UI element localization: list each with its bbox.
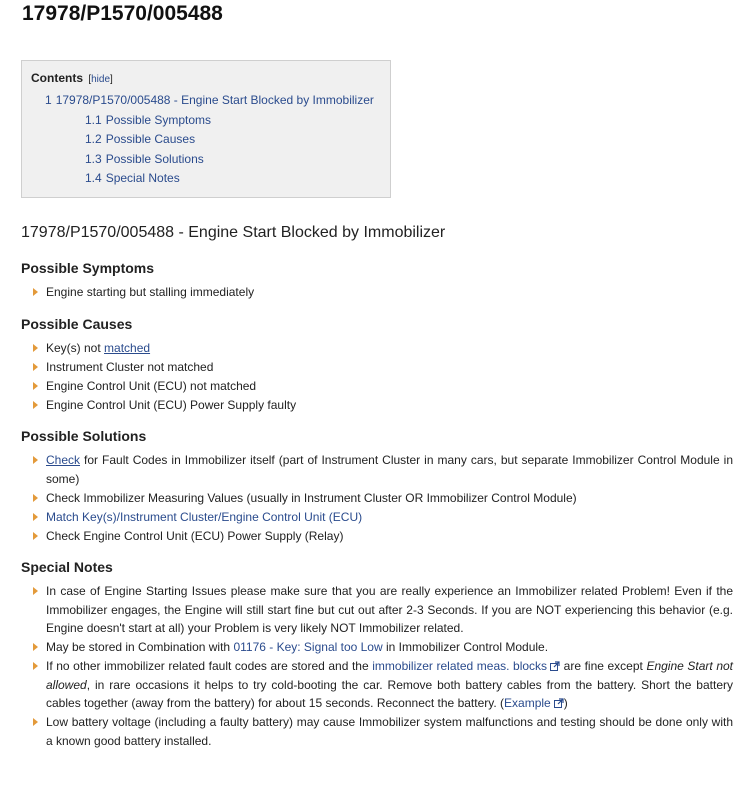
list-item: Check Engine Control Unit (ECU) Power Supply (Relay) [46,527,733,546]
list-item: Check Immobilizer Measuring Values (usually in Instrument Cluster OR Immobilizer Control Module) [46,489,733,508]
toc-entry [31,91,381,111]
external-link-icon [550,661,560,671]
toc-link-special-notes[interactable]: 1.4 Special Notes [85,171,180,186]
list-item: Instrument Cluster not matched [46,358,733,377]
list-item: May be stored in Combination with 01176 - Key: Signal too Low in Immobilizer Control Module. [46,638,733,657]
list-item: Low battery voltage (including a faulty battery) may cause Immobilizer system malfunctions and testing should be done only with a known good battery installed. [46,713,733,750]
list-item: Engine Control Unit (ECU) Power Supply faulty [46,396,733,415]
toc-entry [31,111,381,131]
solutions-heading: Possible Solutions [21,428,147,444]
toc-link-section-1[interactable]: 1 17978/P1570/005488 - Engine Start Blocked by Immobilizer [45,93,374,107]
list-item: Engine Control Unit (ECU) not matched [46,377,733,396]
toc-link-possible-symptoms[interactable]: 1.1 Possible Symptoms [85,112,212,127]
toc-link-possible-solutions[interactable]: 1.3 Possible Solutions [85,151,204,166]
section-title: 17978/P1570/005488 - Engine Start Blocked by Immobilizer [21,224,446,241]
symptoms-heading: Possible Symptoms [21,260,155,276]
page-title: 17978/P1570/005488 [22,2,223,25]
example-link[interactable]: Example [504,696,564,710]
toc-heading: Contents [31,71,83,85]
toc-entry [31,169,381,189]
list-item: Key(s) not matched [46,339,733,358]
toc-toggle: [hide] [88,74,113,85]
list-item: Check for Fault Codes in Immobilizer itself (part of Instrument Cluster in many cars, but separate Immobilizer Control Module in some) [46,451,733,488]
toc-link-possible-causes[interactable]: 1.2 Possible Causes [85,132,196,147]
special-notes-list [21,582,733,750]
external-link-icon [554,698,564,708]
special-notes-heading: Special Notes [21,559,113,575]
toc-hide-link[interactable]: hide [91,74,111,85]
article-content [21,224,733,764]
causes-list [21,339,733,415]
check-link[interactable]: Check [46,453,81,467]
list-item [46,508,733,527]
causes-heading: Possible Causes [21,315,133,332]
toc-entry [31,130,381,150]
symptoms-list [21,283,733,302]
key-signal-too-low-link[interactable]: 01176 - Key: Signal too Low [233,640,383,654]
toc-entry [31,150,381,170]
solutions-list [21,451,733,545]
match-keys-link[interactable]: Match Key(s)/Instrument Cluster/Engine Control Unit (ECU) [46,509,363,524]
table-of-contents [21,60,391,198]
toc-header [31,71,381,85]
matched-link[interactable]: matched [104,340,151,355]
list-item: Engine starting but stalling immediately [46,283,733,302]
meas-blocks-link[interactable]: immobilizer related meas. blocks [372,659,560,673]
toc-list [31,91,381,189]
list-item: In case of Engine Starting Issues please make sure that you are really experience an Immobilizer related Problem! Even if the Immobilizer engages, the Engine will still start fine but cut out after 2-3 Seconds. If you are NOT experiencing this behavior (e.g. Engine doesn't start at all) your Problem is very likely NOT Immobilizer related. [46,582,733,638]
list-item: If no other immobilizer related fault codes are stored and the immobilizer related meas. blocks are fine except Engine Start not allowed, in rare occasions it helps to try cold-booting the car. Remove both battery cables from the battery. Short the battery cables together (away from the battery) for about 15 seconds. Reconnect the battery. (Example ) [46,657,733,713]
